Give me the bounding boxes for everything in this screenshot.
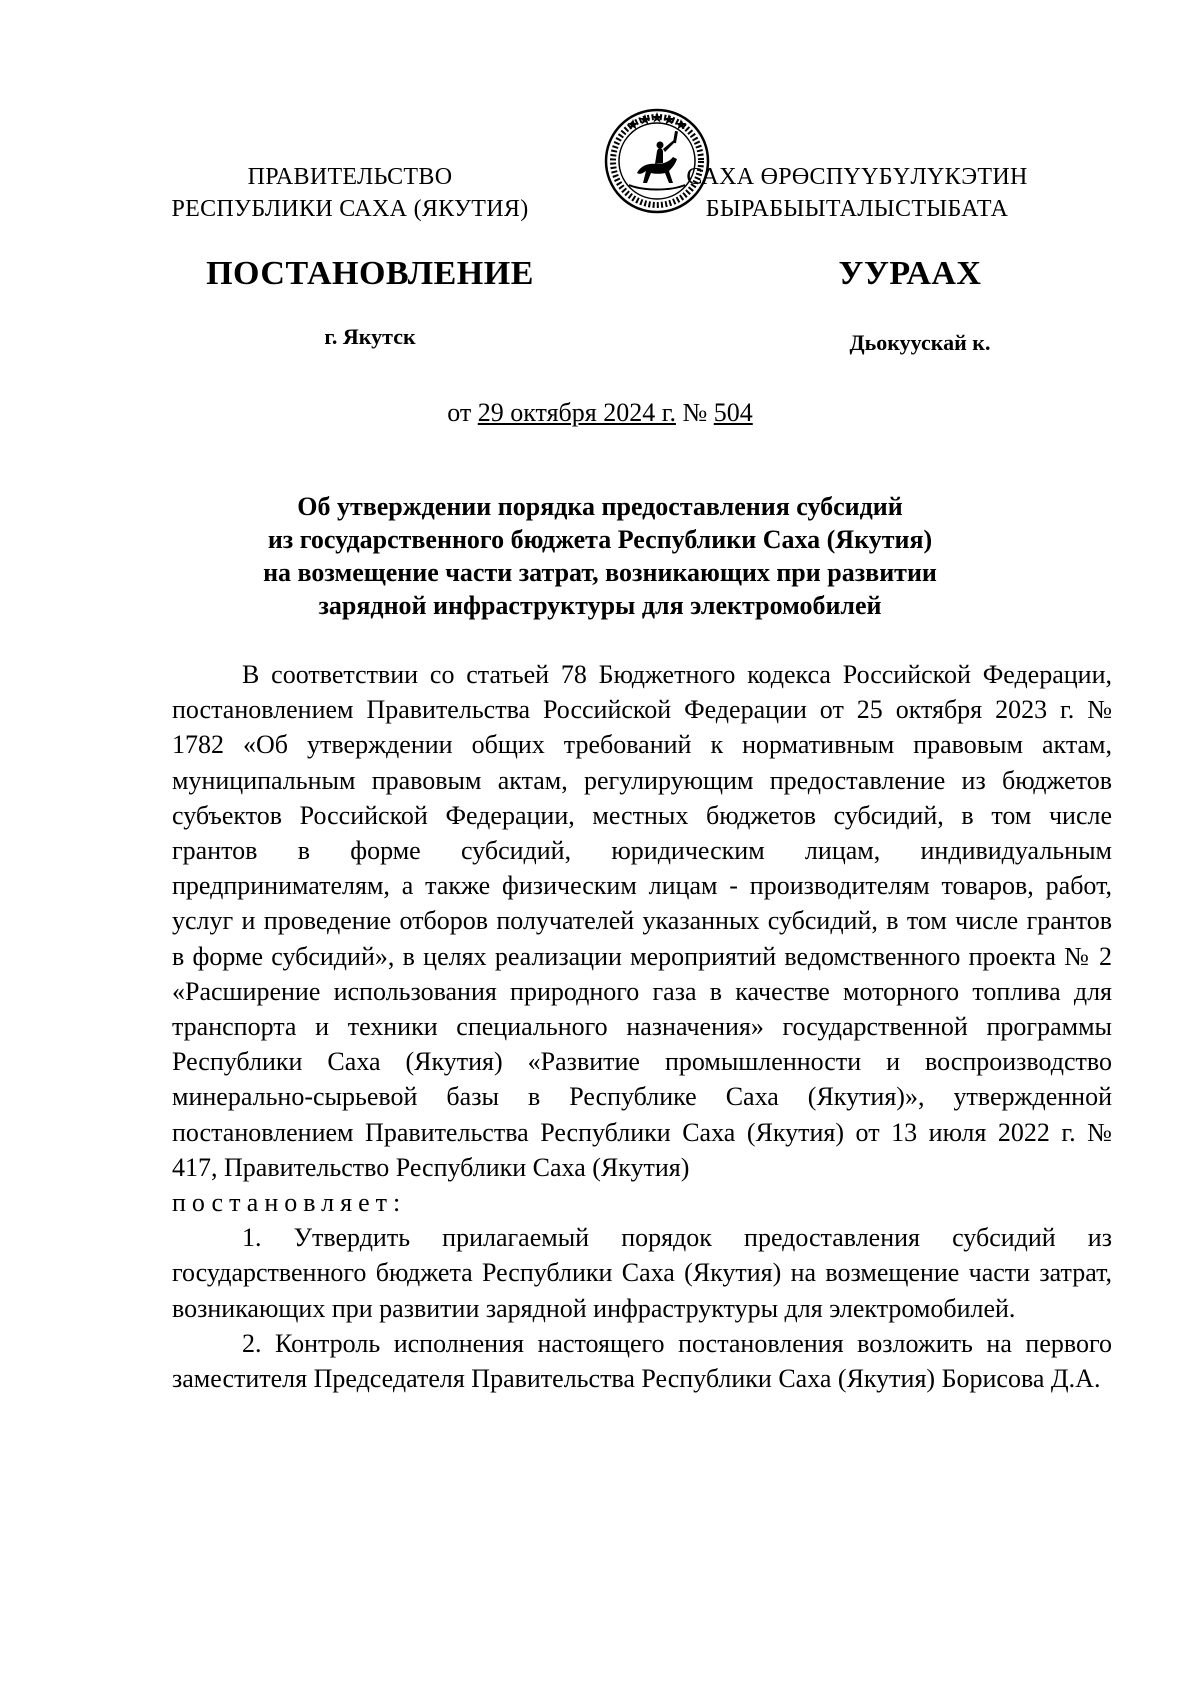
dateline-prefix: от [447, 398, 472, 427]
city-ru: г. Якутск [324, 324, 416, 349]
header-left [140, 161, 560, 225]
title-line: Об утверждении порядка предоставления субсидий [297, 492, 903, 521]
header-left-line1: ПРАВИТЕЛЬСТВО [247, 164, 453, 190]
city-sah: Дьокуускай к. [849, 330, 991, 355]
header-right [647, 161, 1067, 225]
title-line: из государственного бюджета Республики Саха (Якутия) [267, 525, 933, 554]
decree-number: 504 [713, 398, 753, 427]
document-body [172, 657, 1112, 1396]
doc-type-ru: ПОСТАНОВЛЕНИЕ [206, 255, 534, 292]
header-right-line2: БЫРАБЫЫТАЛЫСТЫБАТА [705, 196, 1009, 222]
decree-word-paragraph [172, 1185, 1112, 1220]
doc-type-sah: УУРААХ [838, 255, 982, 292]
item-2: 2. Контроль исполнения настоящего постановления возложить на первого заместителя Председателя Правительства Республики Саха (Якутия) Борисова Д.А. [172, 1328, 1112, 1394]
document-title [160, 490, 1040, 622]
header-right-line1: САХА ӨРӨСПҮҮБҮЛҮКЭТИН [686, 164, 1028, 190]
item-1: 1. Утвердить прилагаемый порядок предоставления субсидий из государственного бюджета Республики Саха (Якутия) на возмещение части затрат, возникающих при развитии зарядной инфраструктуры для электромобилей. [172, 1223, 1112, 1323]
dateline [0, 398, 1200, 428]
title-line: зарядной инфраструктуры для электромобилей [318, 591, 882, 620]
title-line: на возмещение части затрат, возникающих при развитии [263, 558, 937, 587]
decree-date: 29 октября 2024 г. [477, 398, 676, 427]
header-left-line2: РЕСПУБЛИКИ САХА (ЯКУТИЯ) [171, 196, 529, 222]
preamble-paragraph [172, 657, 1112, 1185]
preamble-text: В соответствии со статьей 78 Бюджетного кодекса Российской Федерации, постановлением Правительства Российской Федерации от 25 октября 2023 г. № 1782 «Об утверждении общих требований к нормативным правовым актам, муниципальным правовым актам, регулирующим предоставление из бюджетов субъектов Российской Федерации, местных бюджетов субсидий, в том числе грантов в форме субсидий, юридическим лицам, индивидуальным предпринимателям, а также физическим лицам - производителям товаров, работ, услуг и проведение отборов получателей указанных субсидий, в том числе грантов в форме субсидий», в целях реализации мероприятий ведомственного проекта № 2 «Расширение использования природного газа в качестве моторного топлива для транспорта и техники специального назначения» государственной программы Республики Саха (Якутия) «Развитие промышленности и воспроизводство минерально-сырьевой базы в Республике Саха (Якутия)», утвержденной постановлением Правительства Республики Саха (Якутия) от 13 июля 2022 г. № 417, Правительство Республики Саха (Якутия) [172, 660, 1112, 1182]
decree-word: постановляет: [172, 1188, 407, 1218]
number-sign: № [682, 398, 708, 427]
